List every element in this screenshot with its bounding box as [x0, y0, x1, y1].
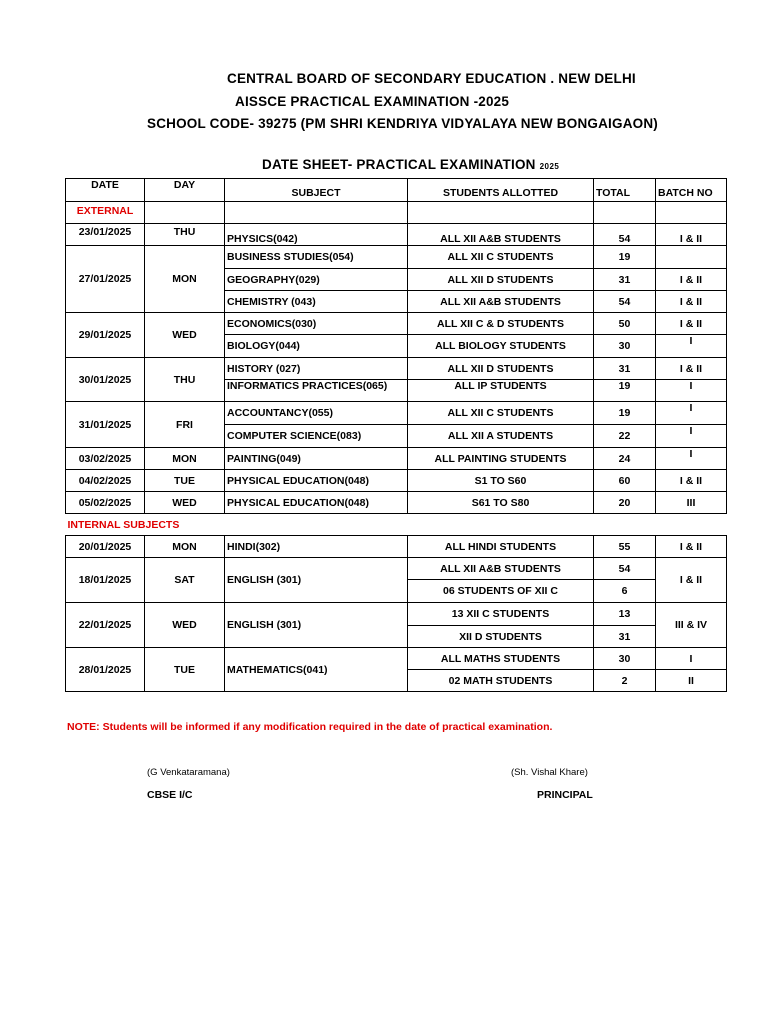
signatory-left-name: (G Venkataramana): [147, 767, 230, 778]
table-row: [66, 402, 727, 425]
cell-batch: III: [656, 492, 727, 514]
section-label-external: EXTERNAL: [66, 202, 145, 224]
cell-day: SAT: [145, 558, 225, 603]
cell-total: 6: [594, 580, 656, 603]
cell-students: ALL XII C & D STUDENTS: [408, 313, 594, 335]
cell-subject: BIOLOGY(044): [225, 335, 408, 358]
cell-batch: I: [656, 335, 727, 358]
cell-batch: I & II: [656, 558, 727, 603]
cell-day: TUE: [145, 470, 225, 492]
cell-batch: I: [656, 380, 727, 402]
cell-batch: [656, 246, 727, 269]
cell-total: 55: [594, 536, 656, 558]
cell-students: ALL XII A&B STUDENTS: [408, 224, 594, 246]
table-row: [66, 648, 727, 670]
cell-total: 31: [594, 626, 656, 648]
cell-date: 04/02/2025: [66, 470, 145, 492]
cell-day: MON: [145, 246, 225, 313]
cell-total: 20: [594, 492, 656, 514]
cell-students: ALL XII D STUDENTS: [408, 358, 594, 380]
cell-day: WED: [145, 313, 225, 358]
cell-subject: INFORMATICS PRACTICES(065): [225, 380, 408, 402]
cell-total: 22: [594, 425, 656, 448]
cell-day: THU: [145, 358, 225, 402]
cell-students: ALL BIOLOGY STUDENTS: [408, 335, 594, 358]
section-label-internal: INTERNAL SUBJECTS: [67, 518, 180, 531]
col-header-total: TOTAL: [594, 179, 656, 202]
cell-batch: I: [656, 425, 727, 448]
cell-day: FRI: [145, 402, 225, 448]
cell-students: XII D STUDENTS: [408, 626, 594, 648]
cell-total: 30: [594, 648, 656, 670]
cell-date: 18/01/2025: [66, 558, 145, 603]
cell-subject: COMPUTER SCIENCE(083): [225, 425, 408, 448]
cell-subject: ENGLISH (301): [225, 603, 408, 648]
cell-batch: I: [656, 648, 727, 670]
cell-batch: I & II: [656, 358, 727, 380]
sheet-title-year: 2025: [539, 162, 560, 171]
cell-subject: PHYSICAL EDUCATION(048): [225, 470, 408, 492]
cell-date: 27/01/2025: [66, 246, 145, 313]
cell-date: 23/01/2025: [66, 224, 145, 246]
cell-students: ALL XII D STUDENTS: [408, 269, 594, 291]
cell-batch: I: [656, 402, 727, 425]
table-row: [66, 448, 727, 470]
col-header-date: DATE: [66, 179, 145, 202]
modification-note: NOTE: Students will be informed if any modification required in the date of practical examination.: [67, 721, 553, 733]
cell-batch: I & II: [656, 291, 727, 313]
cell-date: 29/01/2025: [66, 313, 145, 358]
cell-total: 30: [594, 335, 656, 358]
sheet-title: [262, 157, 559, 172]
cell-date: 03/02/2025: [66, 448, 145, 470]
table-row: [66, 603, 727, 626]
cell-day: MON: [145, 536, 225, 558]
cell-subject: HINDI(302): [225, 536, 408, 558]
cell-total: 24: [594, 448, 656, 470]
cell-total: 13: [594, 603, 656, 626]
cell-subject: PAINTING(049): [225, 448, 408, 470]
cell-day: TUE: [145, 648, 225, 692]
cell-students: ALL XII C STUDENTS: [408, 246, 594, 269]
cell-batch: III & IV: [656, 603, 727, 648]
table-row: [66, 224, 727, 246]
signatory-right-title: PRINCIPAL: [537, 789, 593, 801]
signatory-left-title: CBSE I/C: [147, 789, 193, 801]
cell-batch: I & II: [656, 269, 727, 291]
cell-day: WED: [145, 603, 225, 648]
cell-students: ALL XII A&B STUDENTS: [408, 558, 594, 580]
cell-subject: BUSINESS STUDIES(054): [225, 246, 408, 269]
cell-date: 05/02/2025: [66, 492, 145, 514]
cell-students: ALL XII C STUDENTS: [408, 402, 594, 425]
cell-date: 30/01/2025: [66, 358, 145, 402]
table-header-row: [66, 179, 727, 202]
cell-batch: I & II: [656, 224, 727, 246]
cell-students: ALL PAINTING STUDENTS: [408, 448, 594, 470]
cell-subject: PHYSICS(042): [225, 224, 408, 246]
cell-total: 60: [594, 470, 656, 492]
section-row-external: [66, 202, 727, 224]
cell-total: 19: [594, 246, 656, 269]
cell-subject: ACCOUNTANCY(055): [225, 402, 408, 425]
board-title: CENTRAL BOARD OF SECONDARY EDUCATION . NEW DELHI: [227, 71, 636, 86]
cell-day: THU: [145, 224, 225, 246]
table-row: [66, 558, 727, 580]
cell-students: ALL XII A&B STUDENTS: [408, 291, 594, 313]
cell-students: S61 TO S80: [408, 492, 594, 514]
col-header-students: STUDENTS ALLOTTED: [408, 179, 594, 202]
cell-total: 19: [594, 402, 656, 425]
cell-total: 31: [594, 358, 656, 380]
sheet-title-text: DATE SHEET- PRACTICAL EXAMINATION: [262, 157, 536, 172]
cell-batch: II: [656, 670, 727, 692]
table-row: [66, 246, 727, 269]
cell-subject: CHEMISTRY (043): [225, 291, 408, 313]
table-row: [66, 358, 727, 380]
cell-date: 31/01/2025: [66, 402, 145, 448]
cell-batch: I & II: [656, 313, 727, 335]
cell-total: 19: [594, 380, 656, 402]
cell-subject: MATHEMATICS(041): [225, 648, 408, 692]
cell-date: 20/01/2025: [66, 536, 145, 558]
col-header-subject: SUBJECT: [225, 179, 408, 202]
cell-students: ALL MATHS STUDENTS: [408, 648, 594, 670]
table-row: [66, 492, 727, 514]
cell-date: 28/01/2025: [66, 648, 145, 692]
cell-total: 50: [594, 313, 656, 335]
cell-students: ALL IP STUDENTS: [408, 380, 594, 402]
cell-students: ALL HINDI STUDENTS: [408, 536, 594, 558]
table-row: [66, 470, 727, 492]
cell-subject: ECONOMICS(030): [225, 313, 408, 335]
cell-total: 54: [594, 558, 656, 580]
cell-students: 13 XII C STUDENTS: [408, 603, 594, 626]
signatory-right-name: (Sh. Vishal Khare): [511, 767, 588, 778]
cell-students: 02 MATH STUDENTS: [408, 670, 594, 692]
cell-batch: I: [656, 448, 727, 470]
cell-date: 22/01/2025: [66, 603, 145, 648]
cell-total: 31: [594, 269, 656, 291]
table-row: [66, 536, 727, 558]
cell-subject: ENGLISH (301): [225, 558, 408, 603]
date-sheet-table: [65, 178, 727, 692]
cell-students: S1 TO S60: [408, 470, 594, 492]
cell-batch: I & II: [656, 536, 727, 558]
cell-day: WED: [145, 492, 225, 514]
col-header-day: DAY: [145, 179, 225, 202]
cell-subject: PHYSICAL EDUCATION(048): [225, 492, 408, 514]
cell-students: 06 STUDENTS OF XII C: [408, 580, 594, 603]
exam-title: AISSCE PRACTICAL EXAMINATION -2025: [235, 94, 510, 109]
cell-batch: I & II: [656, 470, 727, 492]
cell-day: MON: [145, 448, 225, 470]
section-row-internal: [66, 514, 727, 536]
cell-students: ALL XII A STUDENTS: [408, 425, 594, 448]
cell-total: 54: [594, 224, 656, 246]
table-row: [66, 313, 727, 335]
school-code: SCHOOL CODE- 39275 (PM SHRI KENDRIYA VIDYALAYA NEW BONGAIGAON): [147, 116, 658, 131]
cell-subject: GEOGRAPHY(029): [225, 269, 408, 291]
col-header-batch: BATCH NO: [656, 179, 727, 202]
cell-total: 54: [594, 291, 656, 313]
cell-total: 2: [594, 670, 656, 692]
cell-subject: HISTORY (027): [225, 358, 408, 380]
